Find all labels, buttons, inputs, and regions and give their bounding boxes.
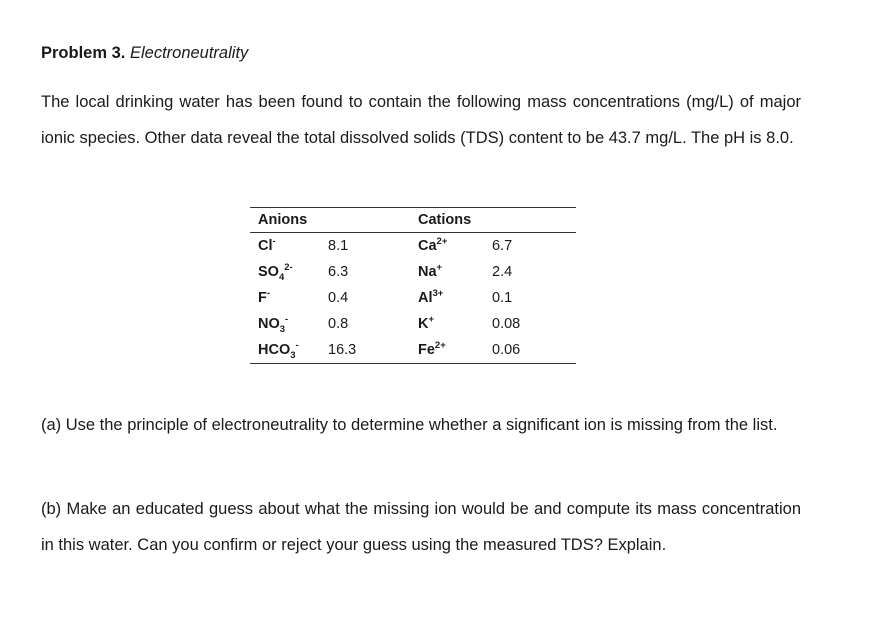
cation-concentration: 6.7 bbox=[492, 238, 513, 254]
anion-concentration: 0.8 bbox=[328, 316, 349, 332]
ion-formula-sup: 3+ bbox=[432, 288, 444, 300]
part-b-question: (b) Make an educated guess about what the missing ion would be and compute its mass concentration in this water. Can you confirm or reject your guess using the measured TDS? Explain. bbox=[41, 500, 801, 554]
table-row bbox=[250, 259, 576, 285]
cation-formula bbox=[410, 311, 484, 337]
ion-formula-sup: - bbox=[295, 340, 299, 352]
table-row bbox=[250, 233, 576, 260]
anion-concentration: 8.1 bbox=[328, 238, 349, 254]
part-a-question: (a) Use the principle of electroneutrality to determine whether a significant ion is missing from the list. bbox=[41, 416, 778, 434]
ion-formula-sup: 2+ bbox=[436, 236, 448, 248]
ion-formula-sub: 3 bbox=[290, 349, 296, 361]
ion-formula-sup: + bbox=[428, 314, 435, 326]
table-row bbox=[250, 311, 576, 337]
ion-formula-base: HCO bbox=[258, 342, 291, 358]
problem-intro: The local drinking water has been found to contain the following mass concentrations (mg/L) of major ionic species. Other data reveal the total dissolved solids (TDS) content to be 43.7 mg/L. The pH is 8.0. bbox=[41, 93, 801, 147]
ion-formula-base: K bbox=[418, 316, 429, 332]
ion-formula-base: Na bbox=[418, 264, 437, 280]
ion-formula-sup: - bbox=[266, 288, 271, 300]
anion-concentration: 6.3 bbox=[328, 264, 349, 280]
anion-formula bbox=[250, 285, 320, 311]
anions-header: Anions bbox=[250, 208, 410, 233]
cation-formula bbox=[410, 285, 484, 311]
ion-formula-sub: 4 bbox=[278, 271, 285, 283]
ion-formula-base: Ca bbox=[418, 238, 437, 254]
cation-formula bbox=[410, 337, 484, 364]
table-header-row bbox=[250, 208, 576, 233]
anion-formula bbox=[250, 311, 320, 337]
ion-formula-sup: 2+ bbox=[434, 340, 446, 352]
cation-concentration: 2.4 bbox=[492, 264, 513, 280]
anion-formula bbox=[250, 259, 320, 285]
ion-formula-sup: - bbox=[272, 236, 276, 248]
anion-formula bbox=[250, 233, 320, 260]
ion-concentration-table bbox=[250, 207, 576, 364]
anion-concentration: 0.4 bbox=[328, 290, 349, 306]
ion-formula-sup: 2- bbox=[284, 262, 293, 274]
cation-concentration: 0.08 bbox=[492, 316, 521, 332]
ion-formula-base: Fe bbox=[418, 342, 435, 358]
ion-formula-base: SO bbox=[258, 264, 279, 280]
anion-formula bbox=[250, 337, 320, 364]
ion-formula-base: F bbox=[258, 290, 267, 306]
ion-formula-base: Cl bbox=[258, 238, 273, 254]
ion-formula-base: NO bbox=[258, 316, 280, 332]
problem-title bbox=[41, 44, 248, 63]
cation-concentration: 0.1 bbox=[492, 290, 513, 306]
table-row bbox=[250, 285, 576, 311]
cation-formula bbox=[410, 259, 484, 285]
ion-formula-sub: 3 bbox=[279, 323, 286, 335]
problem-number: Problem 3. bbox=[41, 44, 126, 62]
table-row bbox=[250, 337, 576, 364]
ion-formula-sup: - bbox=[285, 314, 289, 326]
problem-topic: Electroneutrality bbox=[129, 44, 249, 62]
cations-header: Cations bbox=[410, 208, 576, 233]
ion-rows bbox=[250, 233, 576, 364]
anion-concentration: 16.3 bbox=[320, 337, 410, 364]
cation-formula bbox=[410, 233, 484, 260]
ion-formula-base: Al bbox=[418, 290, 433, 306]
ion-formula-sup: + bbox=[436, 262, 443, 274]
cation-concentration: 0.06 bbox=[484, 337, 576, 364]
